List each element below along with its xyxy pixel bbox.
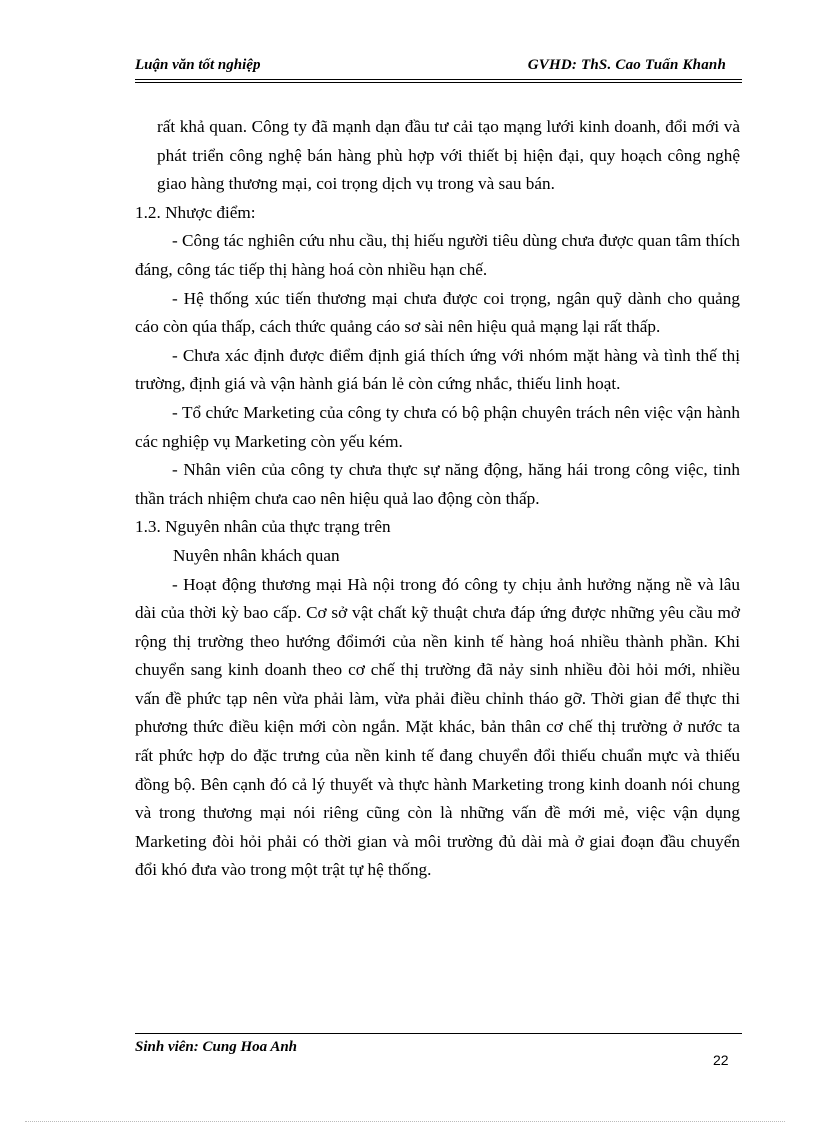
footer-rule bbox=[135, 1033, 742, 1034]
paragraph-weakness-4: - Tổ chức Marketing của công ty chưa có bộ phận chuyên trách nên việc vận hành các nghiệp vụ Marketing còn yếu kém. bbox=[135, 402, 740, 451]
advisor-label: GVHD: ThS. Cao Tuấn Khanh bbox=[527, 57, 726, 73]
section-heading-weaknesses: 1.2. Nhược điểm: bbox=[135, 202, 256, 222]
paragraph-weakness-2: - Hệ thống xúc tiến thương mại chưa được coi trọng, ngân quỹ dành cho quảng cáo còn qúa thấp, cách thức quảng cáo sơ sài nên hiệu quả mạng lại rất thấp. bbox=[135, 288, 740, 337]
subheading-objective-causes: Nuyên nhân khách quan bbox=[173, 545, 340, 565]
thesis-label: Luận văn tốt nghiệp bbox=[135, 57, 261, 73]
page-number: 22 bbox=[713, 1052, 729, 1068]
paragraph-continuation: rất khả quan. Công ty đã mạnh dạn đầu tư cải tạo mạng lưới kinh doanh, đổi mới và phát triển công nghệ bán hàng phù hợp với thiết bị hiện đại, quy hoạch công nghệ giao hàng thương mại, coi trọng dịch vụ trong và sau bán. bbox=[157, 117, 740, 194]
paragraph-weakness-5: - Nhân viên của công ty chưa thực sự năng động, hăng hái trong công việc, tinh thần trách nhiệm chưa cao nên hiệu quả lao động còn thấp. bbox=[135, 460, 740, 508]
paragraph-weakness-1: - Công tác nghiên cứu nhu cầu, thị hiếu người tiêu dùng chưa được quan tâm thích đáng, công tác tiếp thị hàng hoá còn nhiều hạn chế. bbox=[135, 231, 740, 279]
page-body bbox=[135, 113, 740, 885]
header-rule bbox=[135, 79, 742, 80]
paragraph-weakness-3: - Chưa xác định được điểm định giá thích ứng với nhóm mặt hàng và tình thế thị trường, định giá và vận hành giá bán lẻ còn cứng nhắc, thiếu linh hoạt. bbox=[135, 345, 740, 394]
running-header bbox=[135, 57, 740, 77]
student-name: Sinh viên: Cung Hoa Anh bbox=[135, 1039, 298, 1055]
section-heading-causes: 1.3. Nguyên nhân của thực trạng trên bbox=[135, 517, 391, 537]
paragraph-objective-causes: - Hoạt động thương mại Hà nội trong đó công ty chịu ảnh hưởng nặng nề và lâu dài của thời kỳ bao cấp. Cơ sở vật chất kỹ thuật chưa đáp ứng được những yêu cầu mở rộng thị trường theo hướng đổimới của nền kinh tế hàng hoá nhiều thành phần. Khi chuyển sang kinh doanh theo cơ chế thị trường đã nảy sinh nhiều đòi hỏi mới, nhiều vấn đề phức tạp nên vừa phải làm, vừa phải điều chỉnh tháo gỡ. Thời gian để thực thi phương thức điều kiện mới còn ngắn. Mặt khác, bản thân cơ chế thị trường ở nước ta rất phức hợp do đặc trưng của nền kinh tế đang chuyển đổi thiếu chuẩn mực và thiếu đồng bộ. Bên cạnh đó cả lý thuyết và thực hành Marketing trong kinh doanh nói chung và trong thương mại nói riêng cũng còn là những vấn đề mới mẻ, việc vận dụng Marketing đòi hỏi phải có thời gian và môi trường đủ dài mà ở giai đoạn đầu chuyển đổi khó đưa vào trong một trật tự hệ thống. bbox=[135, 574, 740, 880]
header-rule-secondary bbox=[135, 82, 742, 83]
page-edge-dots bbox=[25, 1121, 785, 1122]
